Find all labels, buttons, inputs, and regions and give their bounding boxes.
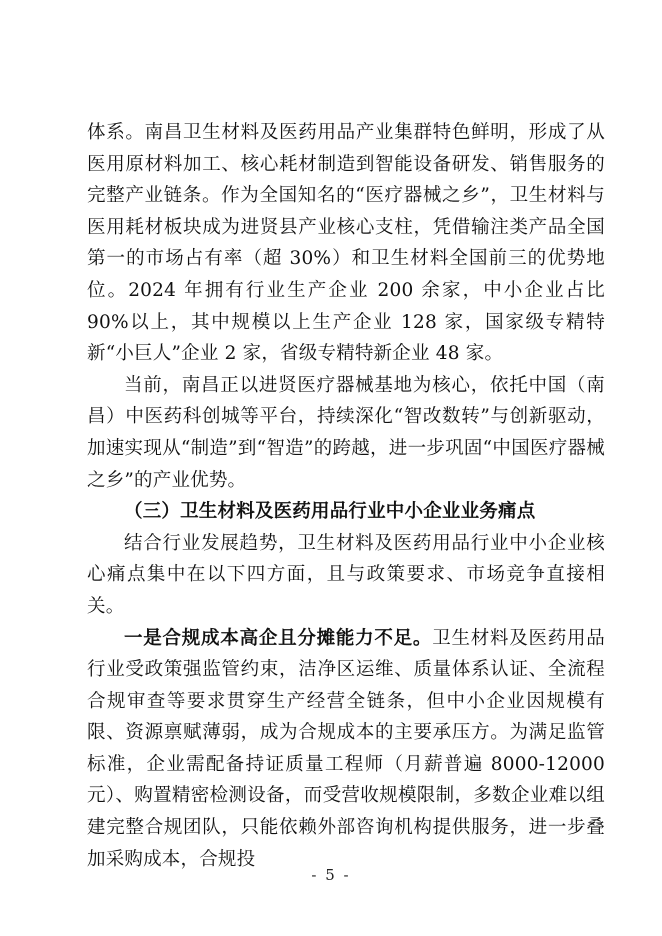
paragraph-compliance-cost xyxy=(87,623,605,876)
document-body xyxy=(87,117,605,875)
section-heading-pain-points: （三）卫生材料及医药用品行业中小企业业务痛点 xyxy=(124,501,536,523)
paragraph-lead-sentence: 一是合规成本高企且分摊能力不足。 xyxy=(124,627,433,649)
page-number: - 5 - xyxy=(311,866,351,884)
paragraph-pain-points-intro: 结合行业发展趋势，卫生材料及医药用品行业中小企业核心痛点集中在以下四方面，且与政策要求、市场竞争直接相关。 xyxy=(87,532,605,617)
paragraph-industry-chain: 体系。南昌卫生材料及医药用品产业集群特色鲜明，形成了从医用原材料加工、核心耗材制造到智能设备研发、销售服务的完整产业链条。作为全国知名的“医疗器械之乡”，卫生材料与医用耗材板块成为进贤县产业核心支柱，凭借输注类产品全国第一的市场占有率（超 30%）和卫生材料全国前三的优势地位。2024 年拥有行业生产企业 200 余家，中小企业占比 90%以上，其中规模以上生产企业 128 家，国家级专精特新“小巨人”企业 2 家，省级专精特新企业 48 家。 xyxy=(87,122,605,365)
paragraph-compliance-cost-body: 卫生材料及医药用品行业受政策强监管约束，洁净区运维、质量体系认证、全流程合规审查等要求贯穿生产经营全链条，但中小企业因规模有限、资源禀赋薄弱，成为合规成本的主要承压方。为满足监管标准，企业需配备持证质量工程师（月薪普遍 8000-12000 元）、购置精密检测设备，而受营收规模限制，多数企业难以组建完整合规团队，只能依赖外部咨询机构提供服务，进一步叠加采购成本，合规投 xyxy=(87,627,605,870)
paragraph-current-strategy: 当前，南昌正以进贤医疗器械基地为核心，依托中国（南昌）中医药科创城等平台，持续深化“智改数转”与创新驱动，加速实现从“制造”到“智造”的跨越，进一步巩固“中国医疗器械之乡”的产业优势。 xyxy=(87,374,605,491)
